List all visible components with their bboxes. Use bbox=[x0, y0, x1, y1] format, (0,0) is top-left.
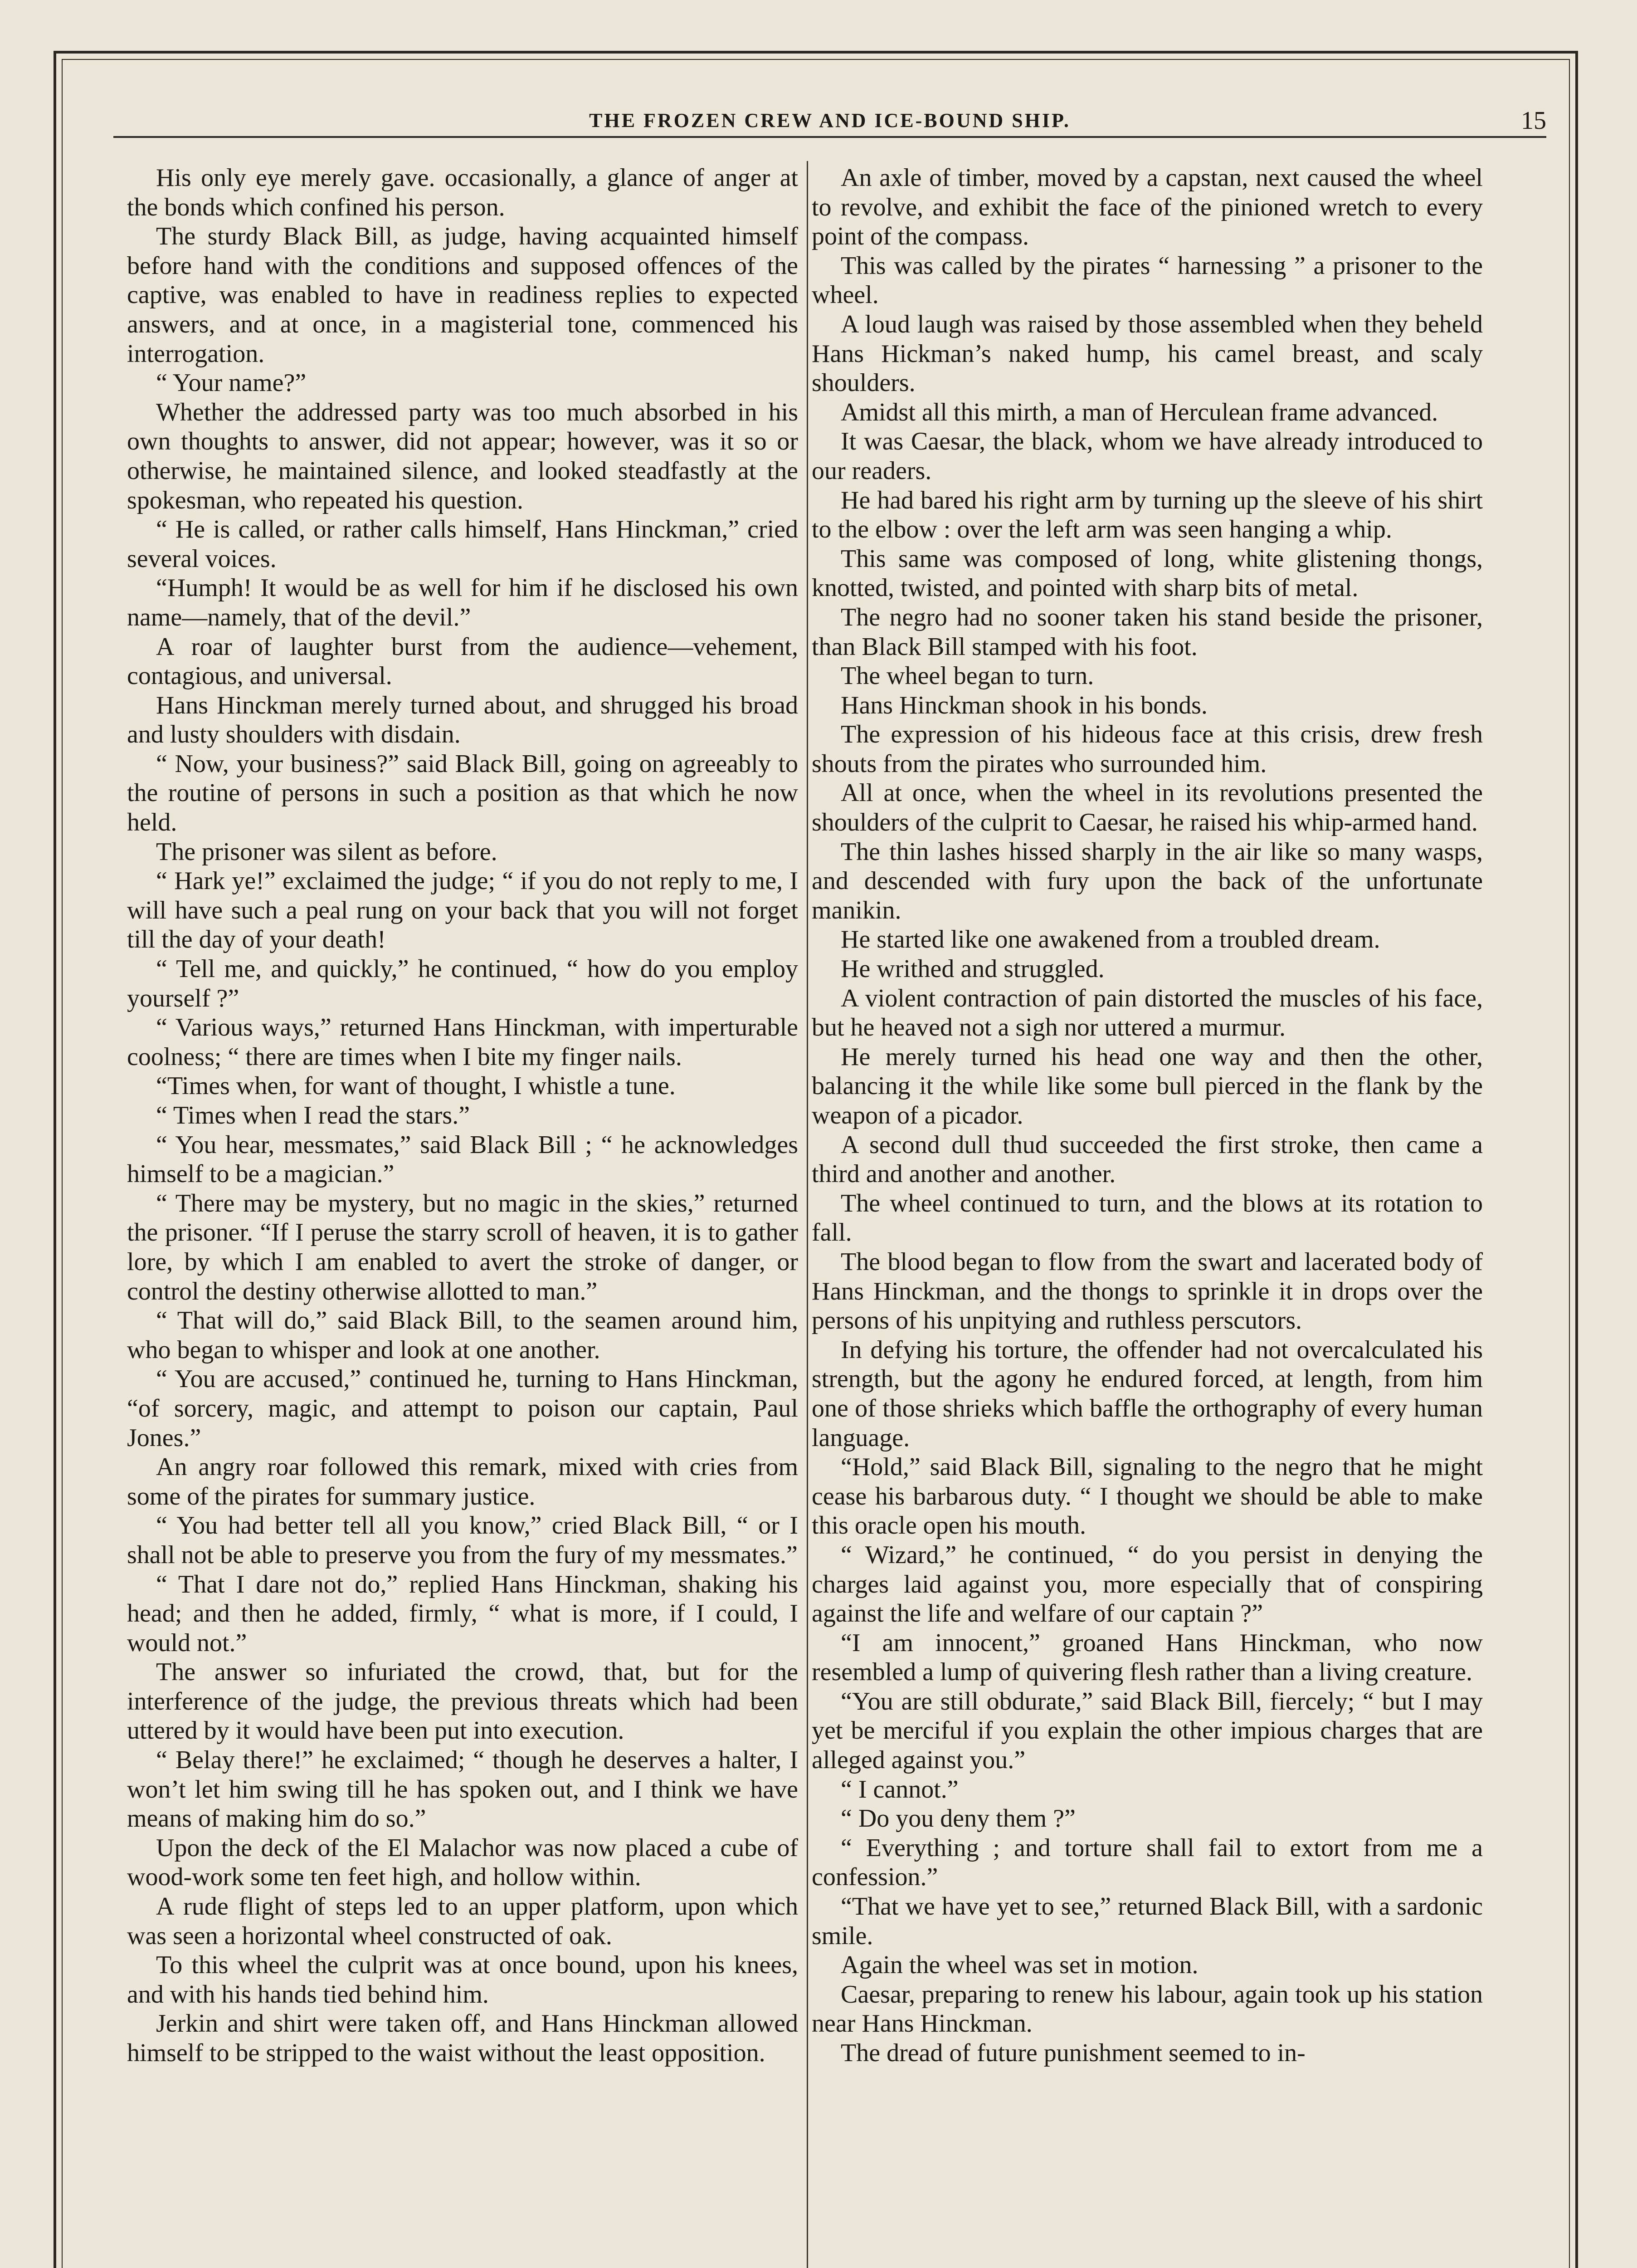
paragraph: “Hold,” said Black Bill, signaling to the negro that he might cease his barbarous duty. “ I thought we should be able to make this oracle open his mouth. bbox=[812, 1453, 1483, 1540]
paragraph: Whether the addressed party was too much absorbed in his own thoughts to answer, did not appear; however, was it so or otherwise, he maintained silence, and looked steadfastly at the spokesman, who repeated his question. bbox=[127, 398, 798, 514]
page-number: 15 bbox=[1521, 107, 1546, 135]
paragraph: “ That I dare not do,” replied Hans Hinckman, shaking his head; and then he added, firmly, “ what is more, if I could, I would not.” bbox=[127, 1570, 798, 1657]
paragraph: “ There may be mystery, but no magic in the skies,” returned the prisoner. “If I peruse the starry scroll of heaven, it is to gather lore, by which I am enabled to avert the stroke of danger, or control the destiny otherwise allotted to man.” bbox=[127, 1189, 798, 1305]
running-title: THE FROZEN CREW AND ICE-BOUND SHIP. bbox=[589, 109, 1071, 132]
paragraph: An angry roar followed this remark, mixed with cries from some of the pirates for summary justice. bbox=[127, 1453, 798, 1510]
paragraph: He started like one awakened from a troubled dream. bbox=[841, 925, 1380, 954]
paragraph: He writhed and struggled. bbox=[841, 955, 1105, 983]
column-divider bbox=[807, 161, 808, 2268]
paragraph: “ Belay there!” he exclaimed; “ though he deserves a halter, I won’t let him swing till he has spoken out, and I think we have means of making him do so.” bbox=[127, 1746, 798, 1833]
right-column bbox=[812, 163, 1483, 2068]
paragraph: A roar of laughter burst from the audience—vehement, contagious, and universal. bbox=[127, 632, 798, 690]
paragraph: Amidst all this mirth, a man of Herculean frame advanced. bbox=[841, 398, 1438, 426]
paragraph: Caesar, preparing to renew his labour, again took up his station near Hans Hinckman. bbox=[812, 1980, 1483, 2038]
paragraph: He had bared his right arm by turning up the sleeve of his shirt to the elbow : over the left arm was seen hanging a whip. bbox=[812, 486, 1483, 544]
paragraph: “ I cannot.” bbox=[841, 1775, 959, 1804]
paragraph: “ Times when I read the stars.” bbox=[156, 1101, 470, 1129]
paragraph: “ That will do,” said Black Bill, to the seamen around him, who began to whisper and look at one another. bbox=[127, 1306, 798, 1364]
paragraph: The blood began to flow from the swart and lacerated body of Hans Hinckman, and the thongs to sprinkle it in drops over the persons of his unpitying and ruthless perscutors. bbox=[812, 1247, 1483, 1335]
paragraph: It was Caesar, the black, whom we have already introduced to our readers. bbox=[812, 427, 1483, 485]
paragraph: “ Everything ; and torture shall fail to extort from me a confession.” bbox=[812, 1833, 1483, 1892]
paragraph: The wheel began to turn. bbox=[841, 662, 1094, 690]
paragraph: “ Hark ye!” exclaimed the judge; “ if you do not reply to me, I will have such a peal rung on your back that you will not forget till the day of your death! bbox=[127, 867, 798, 954]
paragraph: “ You are accused,” continued he, turning to Hans Hinckman, “of sorcery, magic, and attempt to poison our captain, Paul Jones.” bbox=[127, 1365, 798, 1452]
paragraph: Upon the deck of the El Malachor was now placed a cube of wood-work some ten feet high, and hollow within. bbox=[127, 1833, 798, 1892]
paragraph: “ You had better tell all you know,” cried Black Bill, “ or I shall not be able to preserve you from the fury of my messmates.” bbox=[127, 1511, 798, 1569]
paragraph: He merely turned his head one way and then the other, balancing it the while like some bull pierced in the flank by the weapon of a picador. bbox=[812, 1042, 1483, 1129]
paragraph: A rude flight of steps led to an upper platform, upon which was seen a horizontal wheel constructed of oak. bbox=[127, 1892, 798, 1950]
paragraph: His only eye merely gave. occasionally, a glance of anger at the bonds which confined his person. bbox=[127, 164, 798, 221]
paragraph: “I am innocent,” groaned Hans Hinckman, who now resembled a lump of quivering flesh rather than a living creature. bbox=[812, 1628, 1483, 1686]
paragraph: “ Various ways,” returned Hans Hinckman, with imperturable coolness; “ there are times when I bite my finger nails. bbox=[127, 1013, 798, 1071]
paragraph: “ You hear, messmates,” said Black Bill ; “ he acknowledges himself to be a magician.” bbox=[127, 1130, 798, 1188]
paragraph: A loud laugh was raised by those assembled when they beheld Hans Hickman’s naked hump, his camel breast, and scaly shoulders. bbox=[812, 310, 1483, 397]
paragraph: All at once, when the wheel in its revolutions presented the shoulders of the culprit to Caesar, he raised his whip-armed hand. bbox=[812, 779, 1483, 837]
paragraph: The dread of future punishment seemed to in- bbox=[841, 2039, 1306, 2067]
paragraph: “That we have yet to see,” returned Black Bill, with a sardonic smile. bbox=[812, 1892, 1483, 1950]
paragraph: “ Wizard,” he continued, “ do you persist in denying the charges laid against you, more especially that of conspiring against the life and welfare of our captain ?” bbox=[812, 1540, 1483, 1628]
paragraph: Hans Hinckman shook in his bonds. bbox=[841, 691, 1208, 719]
paragraph: “ Do you deny them ?” bbox=[841, 1804, 1076, 1833]
paragraph: The thin lashes hissed sharply in the air like so many wasps, and descended with fury upon the back of the unfortunate manikin. bbox=[812, 837, 1483, 924]
paragraph: The expression of his hideous face at this crisis, drew fresh shouts from the pirates who surrounded him. bbox=[812, 720, 1483, 778]
paragraph: The wheel continued to turn, and the blows at its rotation to fall. bbox=[812, 1189, 1483, 1247]
paragraph: “ Your name?” bbox=[156, 369, 307, 397]
paragraph: This was called by the pirates “ harnessing ” a prisoner to the wheel. bbox=[812, 251, 1483, 309]
paragraph: The answer so infuriated the crowd, that, but for the interference of the judge, the previous threats which had been uttered by it would have been put into execution. bbox=[127, 1658, 798, 1745]
paragraph: To this wheel the culprit was at once bound, upon his knees, and with his hands tied behind him. bbox=[127, 1951, 798, 2009]
paragraph: Jerkin and shirt were taken off, and Hans Hinckman allowed himself to be stripped to the waist without the least opposition. bbox=[127, 2009, 798, 2067]
paragraph: A second dull thud succeeded the first stroke, then came a third and another and another. bbox=[812, 1130, 1483, 1188]
paragraph: “Humph! It would be as well for him if he disclosed his own name—namely, that of the devil.” bbox=[127, 574, 798, 631]
paragraph: Again the wheel was set in motion. bbox=[841, 1951, 1199, 1980]
paragraph: An axle of timber, moved by a capstan, next caused the wheel to revolve, and exhibit the face of the pinioned wretch to every point of the compass. bbox=[812, 164, 1483, 251]
paragraph: The prisoner was silent as before. bbox=[156, 837, 497, 866]
paragraph: The sturdy Black Bill, as judge, having acquainted himself before hand with the conditions and supposed offences of the captive, was enabled to have in readiness replies to expected answers, and at once, in a magisterial tone, commenced his interrogation. bbox=[127, 222, 798, 368]
paragraph: “ He is called, or rather calls himself, Hans Hinckman,” cried several voices. bbox=[127, 515, 798, 573]
paragraph: “ Tell me, and quickly,” he continued, “ how do you employ yourself ?” bbox=[127, 955, 798, 1012]
paragraph: A violent contraction of pain distorted the muscles of his face, but he heaved not a sigh nor uttered a murmur. bbox=[812, 984, 1483, 1042]
paragraph: “Times when, for want of thought, I whistle a tune. bbox=[156, 1072, 676, 1100]
paragraph: “ Now, your business?” said Black Bill, going on agreeably to the routine of persons in such a position as that which he now held. bbox=[127, 749, 798, 837]
paragraph: The negro had no sooner taken his stand beside the prisoner, than Black Bill stamped with his foot. bbox=[812, 603, 1483, 661]
paragraph: Hans Hinckman merely turned about, and shrugged his broad and lusty shoulders with disdain. bbox=[127, 691, 798, 749]
paragraph: This same was composed of long, white glistening thongs, knotted, twisted, and pointed with sharp bits of metal. bbox=[812, 544, 1483, 602]
paragraph: “You are still obdurate,” said Black Bill, fiercely; “ but I may yet be merciful if you explain the other impious charges that are alleged against you.” bbox=[812, 1687, 1483, 1774]
left-column bbox=[127, 163, 798, 2068]
paragraph: In defying his torture, the offender had not overcalculated his strength, but the agony he endured forced, at length, from him one of those shrieks which baffle the orthography of every human language. bbox=[812, 1335, 1483, 1452]
running-head bbox=[113, 109, 1546, 138]
